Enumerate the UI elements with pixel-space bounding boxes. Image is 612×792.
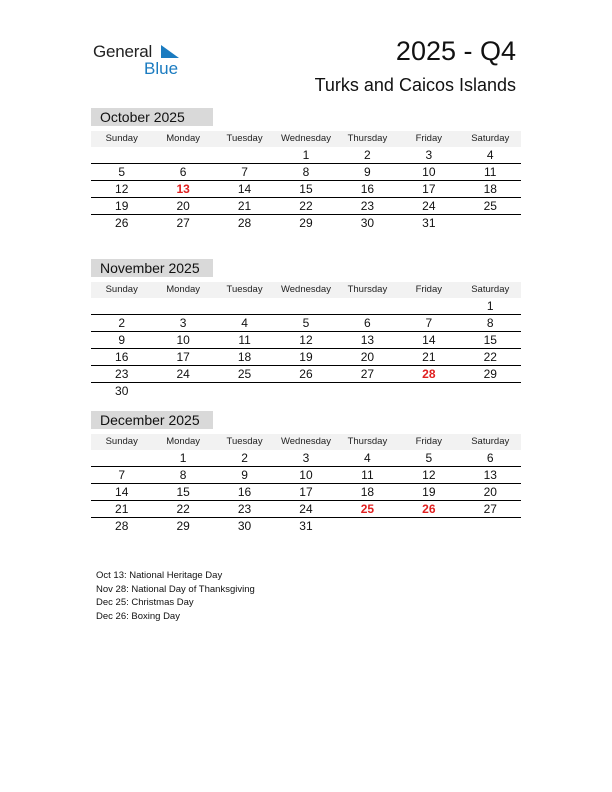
month-weeks <box>91 450 521 534</box>
day-cell: 22 <box>483 350 497 364</box>
day-cell: 11 <box>484 165 497 179</box>
day-cell: 14 <box>237 182 252 196</box>
weekday-label: Tuesday <box>226 284 263 295</box>
day-cell: 15 <box>299 182 313 196</box>
weekday-label: Thursday <box>347 133 388 144</box>
weekday-header <box>91 282 521 298</box>
weekday-label: Saturday <box>471 133 510 144</box>
day-cell: 16 <box>360 182 375 196</box>
weekday-label: Wednesday <box>280 436 331 447</box>
day-cell: 25 <box>360 502 375 516</box>
weekday-label: Monday <box>166 284 201 295</box>
day-cell: 24 <box>299 502 313 516</box>
empty-day-cell <box>152 383 213 399</box>
day-cell: 7 <box>425 316 433 330</box>
weekday-label: Friday <box>415 133 443 144</box>
day-cell: 22 <box>176 502 190 516</box>
day-cell: 4 <box>241 316 248 330</box>
day-cell: 17 <box>299 485 313 499</box>
day-cell: 14 <box>422 333 436 347</box>
day-cell: 11 <box>238 333 251 347</box>
weekday-label: Monday <box>166 133 201 144</box>
day-cell: 17 <box>422 182 436 196</box>
day-cell: 12 <box>299 333 313 347</box>
day-cell: 29 <box>176 519 190 533</box>
empty-day-cell <box>275 298 336 314</box>
day-cell: 27 <box>360 367 375 381</box>
day-cell: 28 <box>237 216 252 230</box>
empty-day-cell <box>91 450 152 466</box>
empty-day-cell <box>460 518 521 534</box>
day-cell: 28 <box>422 367 436 381</box>
day-cell: 1 <box>486 299 494 313</box>
day-cell: 12 <box>422 468 436 482</box>
day-cell: 23 <box>237 502 252 516</box>
weekday-label: Thursday <box>347 436 388 447</box>
weekday-label: Tuesday <box>226 436 263 447</box>
empty-day-cell <box>152 298 213 314</box>
week-row <box>91 518 521 534</box>
day-cell: 23 <box>115 367 129 381</box>
empty-day-cell <box>337 518 398 534</box>
month-title: November 2025 <box>91 259 213 277</box>
week-row <box>91 349 521 366</box>
day-cell: 22 <box>299 199 313 213</box>
day-cell: 28 <box>115 519 129 533</box>
day-cell: 20 <box>483 485 497 499</box>
day-cell: 17 <box>176 350 190 364</box>
day-cell: 8 <box>179 468 187 482</box>
day-cell: 31 <box>422 216 436 230</box>
week-row <box>91 147 521 164</box>
week-row <box>91 366 521 383</box>
day-cell: 9 <box>118 333 126 347</box>
day-cell: 14 <box>115 485 129 499</box>
month-october <box>91 108 521 231</box>
day-cell: 5 <box>425 451 433 465</box>
weekday-label: Wednesday <box>280 284 331 295</box>
day-cell: 30 <box>115 384 129 398</box>
day-cell: 7 <box>118 468 126 482</box>
week-row <box>91 450 521 467</box>
day-cell: 15 <box>176 485 190 499</box>
day-cell: 16 <box>115 350 129 364</box>
day-cell: 16 <box>237 485 252 499</box>
day-cell: 18 <box>237 350 252 364</box>
week-row <box>91 298 521 315</box>
day-cell: 24 <box>176 367 190 381</box>
weekday-label: Tuesday <box>226 133 263 144</box>
day-cell: 19 <box>422 485 436 499</box>
day-cell: 8 <box>302 165 310 179</box>
weekday-label: Saturday <box>471 436 510 447</box>
day-cell: 24 <box>422 199 436 213</box>
day-cell: 27 <box>176 216 190 230</box>
holiday-item: Dec 26: Boxing Day <box>96 610 180 622</box>
day-cell: 9 <box>364 165 371 179</box>
day-cell: 7 <box>241 165 248 179</box>
day-cell: 21 <box>237 199 252 213</box>
day-cell: 27 <box>483 502 497 516</box>
day-cell: 25 <box>483 199 497 213</box>
weekday-label: Wednesday <box>280 133 331 144</box>
day-cell: 19 <box>115 199 129 213</box>
empty-day-cell <box>398 383 459 399</box>
weekday-label: Monday <box>166 436 201 447</box>
day-cell: 23 <box>360 199 375 213</box>
month-weeks <box>91 147 521 231</box>
month-december <box>91 411 521 534</box>
logo-general-text: General <box>93 42 153 61</box>
empty-day-cell <box>152 147 213 163</box>
day-cell: 20 <box>176 199 190 213</box>
day-cell: 10 <box>176 333 190 347</box>
day-cell: 26 <box>115 216 129 230</box>
day-cell: 21 <box>115 502 129 516</box>
weekday-label: Sunday <box>105 133 138 144</box>
weekday-label: Friday <box>415 284 443 295</box>
empty-day-cell <box>337 298 398 314</box>
weekday-header <box>91 131 521 147</box>
page-subtitle: Turks and Caicos Islands <box>314 75 516 95</box>
page-title: 2025 - Q4 <box>395 36 516 66</box>
day-cell: 25 <box>237 367 252 381</box>
holiday-item: Dec 25: Christmas Day <box>96 597 194 609</box>
week-row <box>91 484 521 501</box>
week-row <box>91 198 521 215</box>
day-cell: 2 <box>118 316 126 330</box>
week-row <box>91 501 521 518</box>
day-cell: 12 <box>115 182 129 196</box>
day-cell: 5 <box>118 165 126 179</box>
holiday-item: Oct 13: National Heritage Day <box>96 570 223 581</box>
day-cell: 29 <box>299 216 313 230</box>
week-row <box>91 332 521 349</box>
day-cell: 30 <box>237 519 252 533</box>
day-cell: 2 <box>364 148 371 162</box>
logo <box>93 40 188 80</box>
day-cell: 8 <box>486 316 494 330</box>
day-cell: 29 <box>483 367 497 381</box>
logo-triangle-icon <box>161 45 179 58</box>
month-title: December 2025 <box>91 411 213 429</box>
empty-day-cell <box>214 147 275 163</box>
day-cell: 2 <box>241 451 248 465</box>
day-cell: 21 <box>422 350 436 364</box>
day-cell: 10 <box>299 468 313 482</box>
weekday-label: Sunday <box>105 436 138 447</box>
empty-day-cell <box>398 518 459 534</box>
day-cell: 13 <box>176 182 190 196</box>
day-cell: 13 <box>360 333 375 347</box>
day-cell: 9 <box>241 468 248 482</box>
holiday-list <box>96 569 255 623</box>
day-cell: 3 <box>425 148 433 162</box>
empty-day-cell <box>91 298 152 314</box>
day-cell: 6 <box>364 316 371 330</box>
day-cell: 4 <box>486 148 494 162</box>
day-cell: 18 <box>360 485 375 499</box>
day-cell: 31 <box>299 519 313 533</box>
week-row <box>91 164 521 181</box>
day-cell: 19 <box>299 350 313 364</box>
week-row <box>91 181 521 198</box>
weekday-label: Saturday <box>471 284 510 295</box>
day-cell: 6 <box>486 451 494 465</box>
day-cell: 11 <box>361 468 374 482</box>
day-cell: 20 <box>360 350 375 364</box>
logo-blue-text: Blue <box>144 59 179 78</box>
empty-day-cell <box>337 383 398 399</box>
weekday-label: Friday <box>415 436 443 447</box>
day-cell: 1 <box>302 148 310 162</box>
empty-day-cell <box>460 215 521 231</box>
empty-day-cell <box>275 383 336 399</box>
week-row <box>91 315 521 332</box>
month-title: October 2025 <box>91 108 213 126</box>
week-row <box>91 467 521 484</box>
day-cell: 26 <box>299 367 313 381</box>
empty-day-cell <box>214 298 275 314</box>
week-row <box>91 383 521 399</box>
empty-day-cell <box>460 383 521 399</box>
weekday-header <box>91 434 521 450</box>
day-cell: 10 <box>422 165 436 179</box>
day-cell: 3 <box>302 451 310 465</box>
day-cell: 3 <box>179 316 187 330</box>
week-row <box>91 215 521 231</box>
empty-day-cell <box>398 298 459 314</box>
month-weeks <box>91 298 521 399</box>
holiday-item: Nov 28: National Day of Thanksgiving <box>96 583 255 595</box>
day-cell: 6 <box>179 165 187 179</box>
day-cell: 30 <box>360 216 375 230</box>
weekday-label: Sunday <box>105 284 138 295</box>
day-cell: 4 <box>364 451 371 465</box>
day-cell: 26 <box>422 502 436 516</box>
month-november <box>91 259 521 399</box>
day-cell: 15 <box>483 333 497 347</box>
empty-day-cell <box>91 147 152 163</box>
day-cell: 5 <box>302 316 310 330</box>
day-cell: 1 <box>179 451 187 465</box>
weekday-label: Thursday <box>347 284 388 295</box>
day-cell: 13 <box>483 468 497 482</box>
day-cell: 18 <box>483 182 497 196</box>
empty-day-cell <box>214 383 275 399</box>
